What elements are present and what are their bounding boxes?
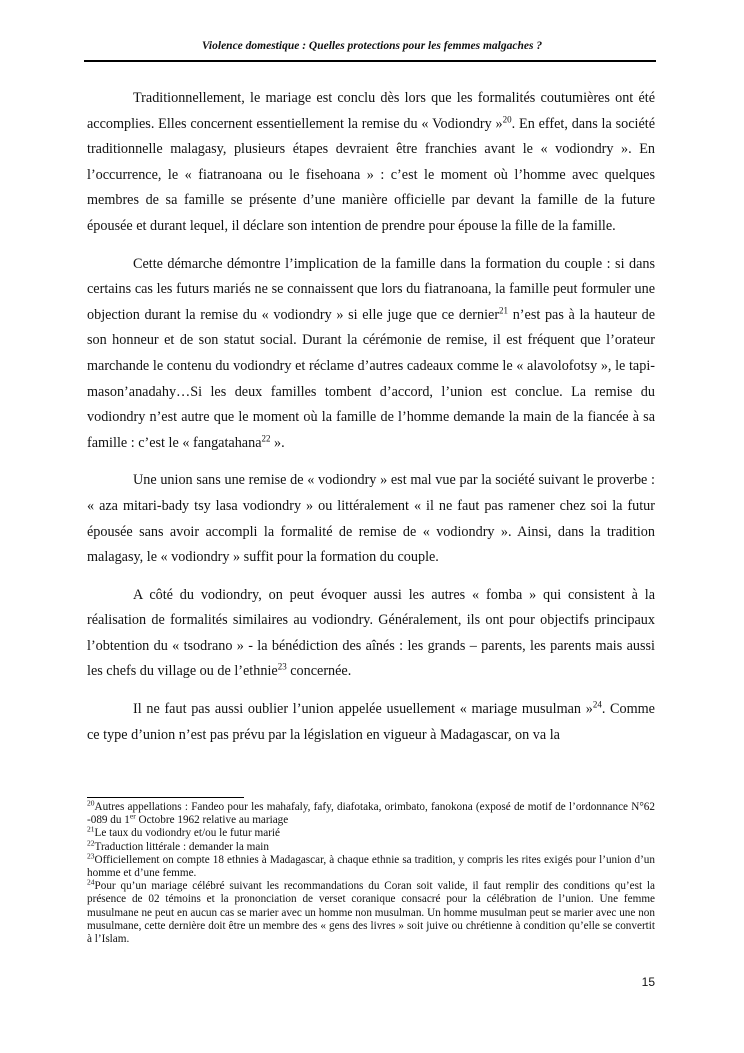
footnote-text: Octobre 1962 relative au mariage [135, 814, 289, 827]
paragraph [87, 697, 655, 748]
text-run: . En effet, dans la société traditionnelle malagasy, plusieurs étapes devraient être franchies avant le « vodiondry ». En l’occurrence, le « fiatranoana ou le fisehoana » : c’est le moment où l’homme avec quelques membres de sa famille se présente d’une manière officielle par devant la famille de la future épousée et durant lequel, il déclare son intention de prendre pour épouse la fille de la famille. [87, 115, 655, 234]
paragraph [87, 252, 655, 457]
running-header: Violence domestique : Quelles protections pour les femmes malgaches ? [201, 40, 543, 52]
footnote [87, 824, 655, 840]
paragraph [87, 86, 655, 240]
footnote-number: 22 [87, 837, 95, 847]
footnote [87, 837, 655, 854]
header-rule [84, 60, 656, 62]
footnote-ref: 24 [592, 699, 602, 710]
footnote [87, 877, 655, 946]
text-run: n’est pas à la hauteur de son honneur et de son statut social. Durant la cérémonie de remise, il est fréquent que l’orateur marchande le contenu du vodiondry et réclame d’autres cadeaux comme le « alavolofotsy », le tapi-mason’anadahy…Si les deux familles tombent d’accord, l’union est conclue. La remise du vodiondry n’est autre que le moment où la famille de l’homme demande la main de la fiancée à sa famille : c’est le « fangatahana [87, 306, 655, 451]
text-run: Traditionnellement, le mariage est conclu dès lors que les formalités coutumières ont été accomplies. Elles concernent essentiellement la remise du « Vodiondry » [87, 90, 655, 132]
page-number: 15 [641, 975, 655, 989]
text-run: Il ne faut pas aussi oublier l’union appelée usuellement « mariage musulman » [133, 701, 593, 718]
footnote-text: Autres appellations : Fandeo pour les mahafaly, fafy, diafotaka, orimbato, fanokona (exposé de motif de l’ordonnance N°62 -089 du 1 [87, 801, 655, 827]
footnote-ref: 20 [502, 113, 512, 124]
footnote-text: Officiellement on compte 18 ethnies à Madagascar, à chaque ethnie sa tradition, y compris les rites exigés pour l’union d’un homme et d’une femme. [87, 853, 655, 880]
footnotes [87, 798, 655, 946]
footnote-number: 24 [87, 877, 95, 887]
footnote-ref: 21 [499, 305, 509, 316]
text-run: Une union sans une remise de « vodiondry » est mal vue par la société suivant le proverbe : « aza mitari-bady tsy lasa vodiondry » ou littéralement « il ne faut pas ramener chez soi la futur épousée sans avoir accompli la formalité de remise de « vodiondry ». Ainsi, dans la tradition malagasy, le « vodiondry » suffit pour la formation du couple. [87, 472, 655, 566]
body-text [87, 86, 655, 748]
footnote-separator [87, 797, 244, 798]
text-run: A côté du vodiondry, on peut évoquer aussi les autres « fomba » qui consistent à la réalisation de formalités similaires au vodiondry. Généralement, ils ont pour objectifs principaux l’obtention du « tsodrano » - la bénédiction des aînés : les grands – parents, les parents mais aussi les chefs du village ou de l’ethnie [87, 586, 655, 680]
footnote [87, 798, 655, 827]
footnote-number: 23 [87, 851, 95, 861]
footnote-text: Traduction littérale : demander la main [94, 840, 269, 853]
text-run: . Comme ce type d’union n’est pas prévu par la législation en vigueur à Madagascar, on va la [87, 701, 655, 743]
footnote-ref: 22 [261, 432, 271, 443]
ordinal-suffix: er [129, 811, 136, 821]
footnote [87, 851, 655, 880]
text-run: concernée. [286, 663, 352, 680]
text-run: ». [270, 434, 285, 451]
paragraph [87, 468, 655, 570]
footnote-number: 21 [87, 824, 95, 834]
paragraph [87, 583, 655, 685]
footnote-text: Le taux du vodiondry et/ou le futur marié [94, 827, 280, 840]
footnote-ref: 23 [277, 661, 287, 672]
footnote-text: Pour qu’un mariage célébré suivant les recommandations du Coran soit valide, il faut remplir des conditions qu’est la présence de 02 témoins et la prononciation de verset coranique consacré pour la célébration de l’union. Une femme musulmane ne peut en aucun cas se marier avec un homme non musulman. Un homme musulman peut se marier avec une non musulmane, cette dernière doit être un membre des « gens des livres » soit juive ou chrétienne à condition qu’elle se convertit à l’Islam. [87, 880, 655, 946]
footnote-number: 20 [87, 798, 95, 808]
text-run: Cette démarche démontre l’implication de la famille dans la formation du couple : si dans certains cas les futurs mariés ne se connaissent que lors du fiatranoana, la famille peut formuler une objection durant la remise du « vodiondry » si elle juge que ce dernier [87, 255, 655, 323]
